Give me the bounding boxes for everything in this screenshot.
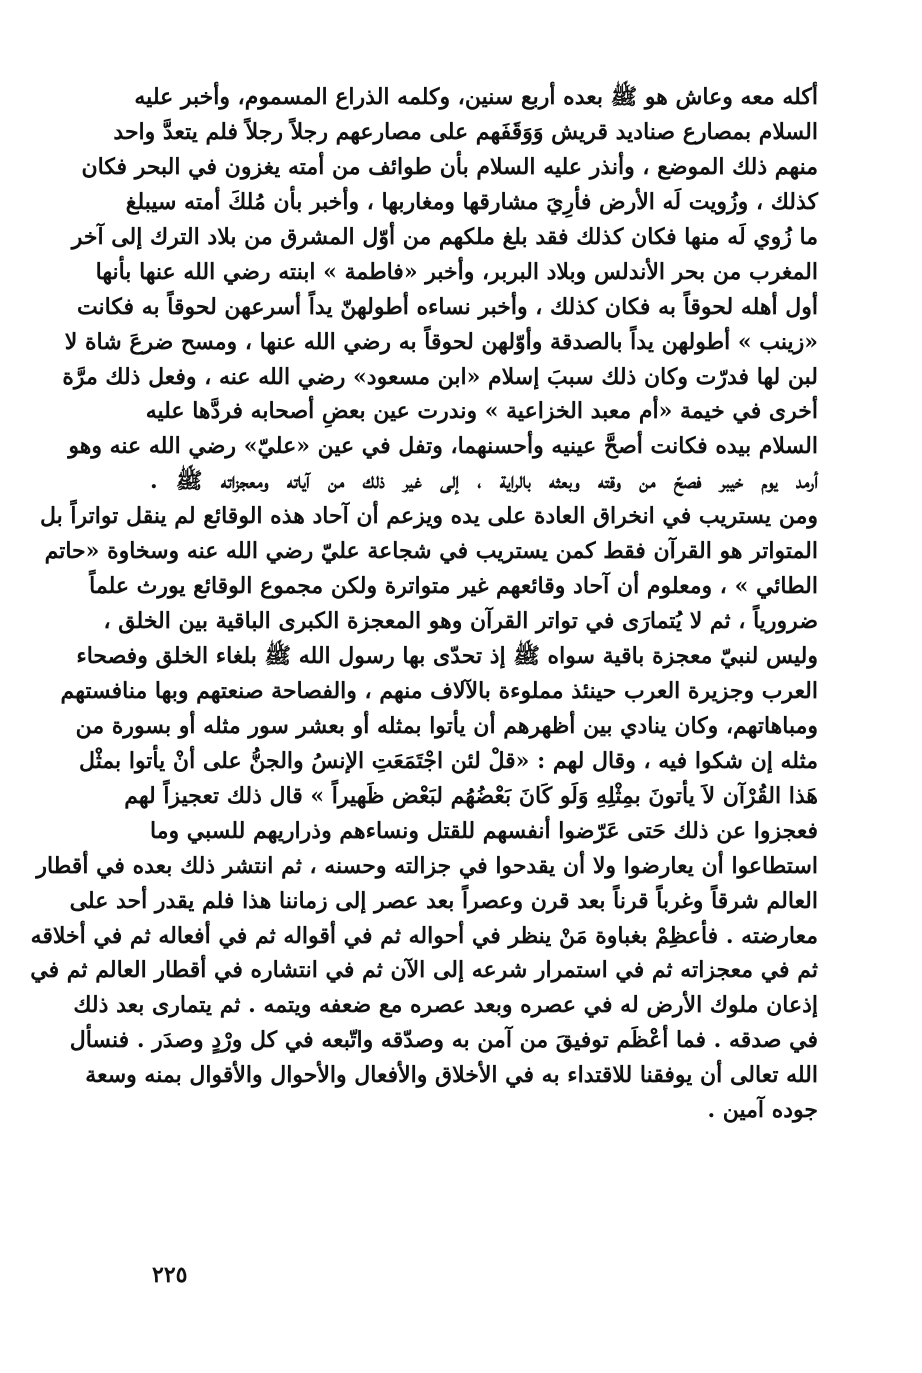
text-line: أكله معه وعاش هو ﷺ بعده أربع سنين، وكلمه الذراع المسموم، وأخبر عليه [134, 84, 818, 110]
text-line: إذعان ملوك الأرض له في عصره وبعد عصره مع ضعفه ويتمه . ثم يتمارى بعد ذلك [73, 992, 818, 1019]
text-line: في صدقه . فما أعْظَم توفيقَ من آمن به وصدّقه واتّبعه في كل ورْدٍ وصدَر . فنسأل [69, 1027, 818, 1054]
text-line: ضرورياً ، ثم لا يُتمارَى في تواتر القرآن وهو المعجزة الكبرى الباقية بين الخلق ، [103, 608, 818, 635]
text-line: الله تعالى أن يوفقنا للاقتداء به في الأخلاق والأفعال والأحوال والأقوال بمنه وسعة [85, 1062, 818, 1089]
text-line: المغرب من بحر الأندلس وبلاد البربر، وأخبر «فاطمة » ابنته رضي الله عنها بأنها [95, 258, 818, 285]
text-line: الطائي » ، ومعلوم أن آحاد وقائعهم غير متواترة ولكن مجموع الوقائع يورث علماً [89, 573, 818, 600]
page-number: ٢٢٥ [152, 1262, 188, 1288]
text-line: استطاعوا أن يعارضوا ولا أن يقدحوا في جزالته وحسنه ، ثم انتشر ذلك بعده في أقطار [36, 852, 818, 879]
text-line: المتواتر هو القرآن فقط كمن يستريب في شجاعة عليّ رضي الله عنه وسخاوة «حاتم [44, 538, 818, 565]
text-line: ومن يستريب في انخراق العادة على يده ويزعم أن آحاد هذه الوقائع لم ينقل تواتراً بل [39, 503, 818, 530]
text-line: ما زُوي لَه منها فكان كذلك فقد بلغ ملكهم من أوّل المشرق من بلاد الترك إلى آخر [71, 223, 818, 250]
text-line: السلام بيده فكانت أصحَّ عينيه وأحسنهما، وتفل في عين «عليّ» رضي الله عنه وهو [68, 433, 818, 460]
text-line: أرمد يوم خيبر فصحّ من وقته وبعثه بالراية ، إلى غير ذلك من آياته ومعجزاته ﷺ . [150, 468, 818, 495]
text-line: العرب وجزيرة العرب حينئذ مملوءة بالآلاف منهم ، والفصاحة صنعتهم وبها منافستهم [60, 677, 818, 704]
text-line: هَذا القُرْآن لاَ يأتونَ بمِثْلِهِ وَلَو كَانَ بَعْضُهُم لبَعْض ظَهيراً » قال ذلك تعجيزاً لهم [124, 782, 818, 809]
text-line: «زينب » أطولهن يداً بالصدقة وأوّلهن لحوقاً به رضي الله عنها ، ومسح ضرعَ شاة لا [64, 328, 818, 355]
text-line: منهم ذلك الموضع ، وأنذر عليه السلام بأن طوائف من أمته يغزون في البحر فكان [81, 153, 818, 180]
text-line: وليس لنبيّ معجزة باقية سواه ﷺ إذ تحدّى بها رسول الله ﷺ بلغاء الخلق وفصحاء [76, 643, 818, 669]
text-line: معارضته . فأعظِمْ بغباوة مَنْ ينظر في أحواله ثم في أقواله ثم في أفعاله ثم في أخلاقه [30, 922, 818, 949]
text-line: السلام بمصارع صناديد قريش وَوَقَفَهم على مصارعهم رجلاً رجلاً فلم يتعدَّ واحد [113, 118, 818, 145]
text-line: ومباهاتهم، وكان ينادي بين أظهرهم أن يأتوا بمثله أو بعشر سور مثله أو بسورة من [75, 712, 818, 739]
text-line: مثله إن شكوا فيه ، وقال لهم : «قلْ لئن اجْتَمَعَتِ الإنسُ والجنُّ على أنْ يأتوا بمثْل [79, 747, 818, 774]
text-line: أول أهله لحوقاً به فكان كذلك ، وأخبر نساءه أطولهنّ يداً أسرعهن لحوقاً به فكانت [76, 293, 818, 320]
text-line: كذلك ، وزُويت لَه الأرض فأرِيَ مشارقها ومغاربها ، وأخبر بأن مُلكَ أمته سيبلغ [125, 188, 818, 215]
text-line: جوده آمين . [707, 1097, 818, 1124]
text-line: أخرى في خيمة «أم معبد الخزاعية » وندرت عين بعضِ أصحابه فردَّها عليه [145, 398, 818, 425]
body-text [30, 80, 818, 1128]
text-line: ثم في معجزاته ثم في استمرار شرعه إلى الآن ثم في انتشاره في أقطار العالم ثم في [30, 957, 818, 984]
text-line: لبن لها فدرّت وكان ذلك سببَ إسلام «ابن مسعود» رضي الله عنه ، وفعل ذلك مرَّة [62, 363, 818, 390]
text-line: العالم شرقاً وغرباً قرناً بعد قرن وعصراً بعد عصر إلى زماننا هذا فلم يقدر أحد على [69, 887, 818, 914]
text-line: فعجزوا عن ذلك حَتى عَرّضوا أنفسهم للقتل ونساءهم وذراريهم للسبي وما [150, 817, 818, 844]
